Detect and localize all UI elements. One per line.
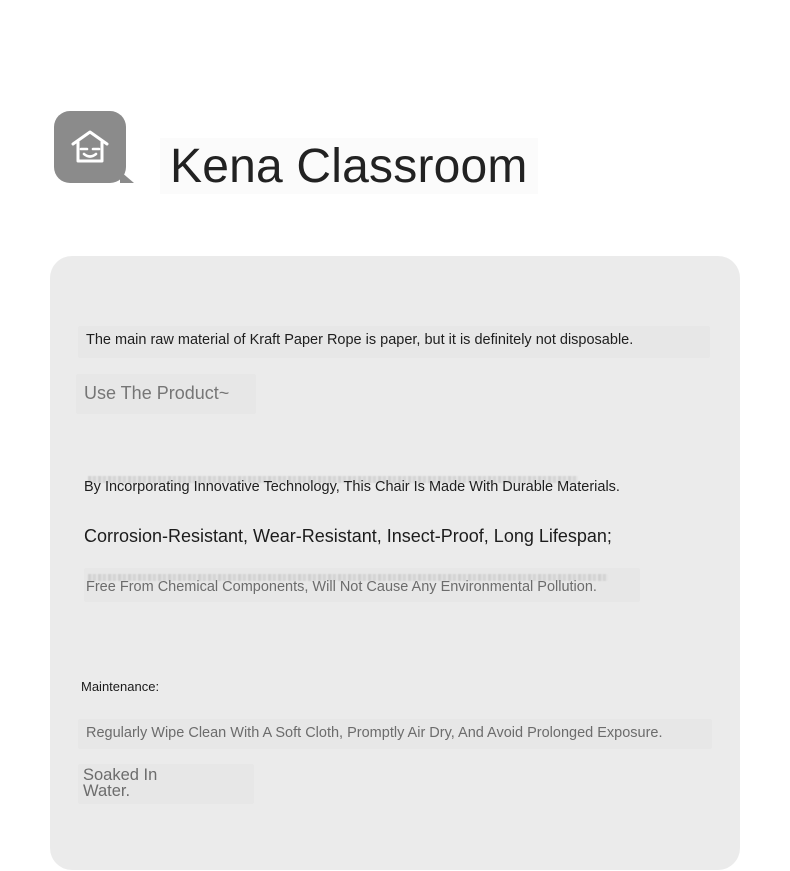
raw-material-text: The main raw material of Kraft Paper Rope is paper, but it is definitely not disposable. xyxy=(86,332,634,348)
eco-text: Free From Chemical Components, Will Not Cause Any Environmental Pollution. xyxy=(86,579,597,595)
school-house-icon xyxy=(70,128,110,166)
features-text: Corrosion-Resistant, Wear-Resistant, Insect-Proof, Long Lifespan; xyxy=(84,526,612,546)
maintenance-text-continued: Soaked In Water. xyxy=(83,766,158,800)
page-title: Kena Classroom xyxy=(160,138,538,194)
maintenance-text: Regularly Wipe Clean With A Soft Cloth, Promptly Air Dry, And Avoid Prolonged Exposure. xyxy=(86,725,663,741)
logo-tail xyxy=(120,171,134,183)
innovation-text: By Incorporating Innovative Technology, This Chair Is Made With Durable Materials. xyxy=(84,479,620,495)
product-info-card xyxy=(50,256,740,870)
maintenance-label: Maintenance: xyxy=(81,679,160,694)
logo xyxy=(54,111,126,183)
use-product-heading: Use The Product~ xyxy=(84,383,230,403)
